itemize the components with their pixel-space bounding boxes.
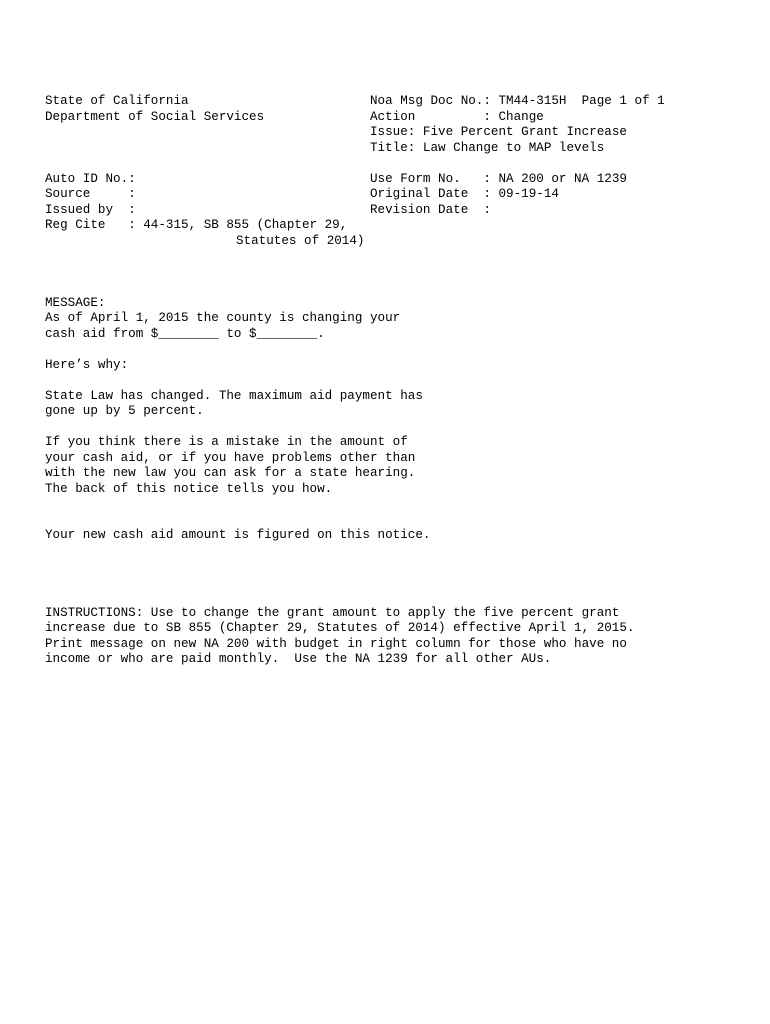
message-line: Your new cash aid amount is figured on this notice. — [45, 528, 431, 542]
message-line: with the new law you can ask for a state hearing. — [45, 466, 416, 480]
source-line: Source : — [45, 187, 136, 201]
issue-line: Issue: Five Percent Grant Increase — [370, 125, 627, 139]
instructions-line: Print message on new NA 200 with budget in right column for those who have no — [45, 637, 627, 651]
reg-cite-line: Reg Cite : 44-315, SB 855 (Chapter 29, — [45, 218, 348, 232]
message-line: your cash aid, or if you have problems other than — [45, 451, 416, 465]
doc-number-line: Noa Msg Doc No.: TM44-315H Page 1 of 1 — [370, 94, 665, 108]
title-line: Title: Law Change to MAP levels — [370, 141, 605, 155]
message-line: State Law has changed. The maximum aid payment has — [45, 389, 423, 403]
instructions-line: increase due to SB 855 (Chapter 29, Statutes of 2014) effective April 1, 2015. — [45, 621, 635, 635]
auto-id-line: Auto ID No.: — [45, 172, 136, 186]
reg-cite-continued: Statutes of 2014) — [236, 234, 365, 248]
use-form-line: Use Form No. : NA 200 or NA 1239 — [370, 172, 627, 186]
heres-why: Here’s why: — [45, 358, 129, 372]
revision-date-line: Revision Date : — [370, 203, 491, 217]
issued-by-line: Issued by : — [45, 203, 136, 217]
action-line: Action : Change — [370, 110, 544, 124]
department-name: Department of Social Services — [45, 110, 265, 124]
message-line: If you think there is a mistake in the amount of — [45, 435, 408, 449]
agency-name: State of California — [45, 94, 189, 108]
instructions-line: income or who are paid monthly. Use the NA 1239 for all other AUs. — [45, 652, 552, 666]
instructions-line: INSTRUCTIONS: Use to change the grant amount to apply the five percent grant — [45, 606, 620, 620]
message-line: gone up by 5 percent. — [45, 404, 204, 418]
original-date-line: Original Date : 09-19-14 — [370, 187, 559, 201]
message-line: cash aid from $________ to $________. — [45, 327, 325, 341]
message-label: MESSAGE: — [45, 296, 106, 310]
message-line: As of April 1, 2015 the county is changing your — [45, 311, 401, 325]
message-line: The back of this notice tells you how. — [45, 482, 333, 496]
